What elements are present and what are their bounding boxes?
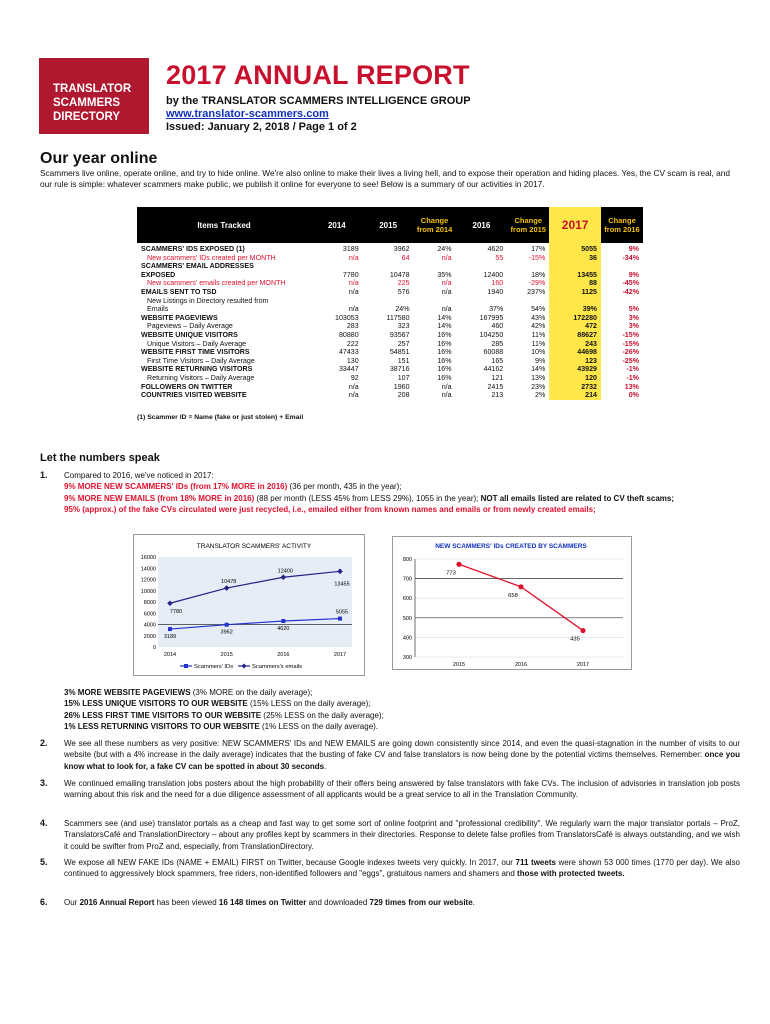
table-cell (363, 262, 414, 271)
row-label: First Time Visitors – Daily Average (147, 356, 255, 365)
intro-paragraph: Scammers live online, operate online, and try to hide online. We're also online to make their lives a living hell, and to expose their operation and hiding places. Yes, the CV scam is real, and our rule is simple: whatever scammers make public, we publish it online for everyone to see! Below is a summary of our activities in 2017. (40, 168, 731, 189)
chart2-y-tick-label: 600 (402, 596, 412, 603)
table-cell: 12400 (483, 270, 504, 279)
row-label: WEBSITE RETURNING VISITORS (141, 365, 253, 374)
table-cell: 43% (531, 313, 546, 322)
p1-line1-rest: (36 per month, 435 in the year); (287, 482, 402, 492)
table-cell: 44162 (483, 365, 504, 374)
table-cell (549, 297, 601, 306)
table-cell: 1125 (549, 288, 601, 297)
item-number-2: 2. (40, 738, 48, 748)
table-cell: 222 (346, 339, 359, 348)
chart1-y-tick-label: 2000 (143, 633, 156, 640)
row-label: WEBSITE FIRST TIME VISITORS (141, 348, 250, 357)
table-cell: 4620 (487, 245, 504, 253)
table-cell: 16% (437, 356, 452, 365)
table-row (137, 305, 643, 314)
p1-line2-bold: NOT all emails listed are related to CV theft scams; (480, 493, 675, 503)
paragraph-2 (64, 738, 740, 772)
table-footnote: (1) Scammer ID = Name (fake or just stolen) + Email (137, 414, 304, 421)
table-cell: 39% (549, 305, 601, 314)
col-2016: 2016 (456, 207, 508, 243)
p6-d: 16 148 times on Twitter (218, 898, 307, 907)
paragraph-5 (64, 857, 740, 880)
chart-activity-svg (134, 535, 364, 675)
table-header-row (137, 207, 643, 243)
summary-1-rest: (3% MORE on the daily average); (190, 688, 313, 697)
table-cell: 23% (531, 382, 546, 391)
summary-line-2 (64, 698, 740, 709)
table-cell: 37% (489, 305, 504, 314)
chart1-point-ids (225, 623, 229, 627)
table-cell: n/a (441, 305, 452, 314)
p6-b: 2016 Annual Report (79, 898, 155, 907)
logo-line-2: SCAMMERS (53, 97, 121, 109)
chart1-y-tick-label: 12000 (140, 577, 156, 584)
row-label: New scammers' IDs created per MONTH (147, 253, 276, 262)
table-cell: 14% (437, 313, 452, 322)
table-cell: 14% (437, 322, 452, 331)
table-cell (507, 297, 549, 306)
chart-new-ids (392, 536, 632, 670)
table-row (137, 391, 643, 400)
table-cell: 121 (491, 373, 504, 382)
table-cell: 13% (624, 382, 639, 391)
col-change-2015: Change from 2015 (507, 207, 549, 243)
p1-intro: Compared to 2016, we've noticed in 2017: (64, 471, 214, 480)
table-cell: 16% (437, 365, 452, 374)
table-cell: 43929 (549, 365, 601, 374)
summary-line-4 (64, 721, 740, 732)
table-cell: n/a (348, 305, 359, 314)
row-label: Pageviews – Daily Average (147, 322, 233, 331)
stats-summary (64, 687, 740, 732)
section-title-numbers: Let the numbers speak (40, 452, 160, 464)
table-cell: n/a (441, 391, 452, 400)
chart1-title: TRANSLATOR SCAMMERS' ACTIVITY (196, 543, 312, 550)
table-row (137, 254, 643, 263)
item-number-4: 4. (40, 818, 48, 828)
table-row (137, 297, 643, 306)
chart1-x-tick-label: 2017 (333, 652, 347, 658)
table-cell: 472 (549, 322, 601, 331)
table-cell (507, 262, 549, 271)
table-cell: -15% (622, 330, 639, 339)
chart-new-ids-svg (393, 537, 631, 669)
table-cell: 243 (549, 340, 601, 349)
table-cell: -45% (622, 279, 639, 288)
table-cell: n/a (348, 287, 359, 296)
p5-text-c: were shown 53 000 times (1770 per day). We also continued to aggressively block spammers, free riders, non-identified followers and "eggs", gratuitous namers and shamers and (64, 858, 740, 879)
chart2-y-tick-label: 500 (402, 615, 412, 622)
chart1-legend-marker-emails (242, 664, 247, 669)
table-cell: 0% (628, 391, 639, 400)
table-row (137, 374, 643, 383)
col-2017: 2017 (549, 207, 601, 243)
chart2-point (580, 628, 585, 633)
chart2-point (456, 562, 461, 567)
summary-3-bold: 26% LESS FIRST TIME VISITORS TO OUR WEBSITE (64, 710, 262, 720)
chart2-y-tick-label: 800 (402, 557, 412, 563)
table-cell: -15% (528, 253, 546, 262)
website-link[interactable]: www.translator-scammers.com (166, 108, 329, 120)
table-cell: n/a (441, 279, 452, 288)
chart1-y-tick-label: 6000 (143, 611, 156, 618)
table-cell: 3189 (342, 245, 359, 253)
table-cell (601, 262, 643, 271)
chart2-point (518, 584, 523, 589)
chart2-data-label: 658 (508, 592, 518, 599)
table-cell: 214 (549, 391, 601, 400)
item-number-1: 1. (40, 470, 48, 480)
chart1-legend-marker-ids (184, 664, 188, 668)
chart1-point-ids (338, 617, 342, 621)
chart1-x-tick-label: 2016 (277, 652, 290, 658)
table-cell (601, 297, 643, 306)
table-cell: 237% (527, 287, 546, 296)
table-cell: 55 (495, 253, 504, 262)
table-cell: 3962 (393, 245, 410, 253)
table-cell: 42% (531, 322, 546, 331)
row-label: Returning Visitors – Daily Average (147, 373, 255, 382)
table-cell: 1960 (393, 382, 410, 391)
table-cell (311, 297, 363, 306)
table-cell: 172280 (549, 314, 601, 323)
table-cell: 9% (535, 356, 546, 365)
table-cell: 7780 (342, 270, 359, 279)
table-row (137, 243, 643, 254)
table-cell: n/a (441, 287, 452, 296)
table-cell: 5055 (549, 243, 601, 254)
table-cell: 54% (531, 305, 546, 314)
table-cell: 44698 (549, 348, 601, 357)
report-title: 2017 ANNUAL REPORT (166, 60, 470, 90)
row-label: New scammers' emails created per MONTH (147, 279, 286, 288)
table-cell: 93567 (389, 330, 410, 339)
chart1-point-ids (168, 627, 172, 631)
table-row (137, 262, 643, 271)
table-cell (456, 297, 508, 306)
chart1-data-label: 12400 (277, 568, 293, 575)
item-number-3: 3. (40, 778, 48, 788)
table-cell: 2732 (549, 383, 601, 392)
table-row (137, 322, 643, 331)
chart1-plot-area (158, 557, 352, 647)
table-cell (414, 262, 456, 271)
table-cell (414, 297, 456, 306)
summary-line-1 (64, 687, 740, 698)
p1-line2-red: 9% MORE NEW EMAILS (from 18% MORE in 2016) (64, 493, 255, 503)
chart2-x-tick-label: 2015 (452, 662, 466, 668)
summary-2-bold: 15% LESS UNIQUE VISITORS TO OUR WEBSITE (64, 699, 248, 709)
chart2-data-label: 435 (570, 636, 580, 643)
p6-a: Our (64, 898, 80, 907)
table-cell: 14% (531, 365, 546, 374)
row-label: EXPOSED (141, 270, 176, 279)
table-cell: -29% (528, 279, 546, 288)
table-cell: 9% (628, 270, 639, 279)
chart2-x-tick-label: 2017 (576, 662, 590, 668)
col-change-2016: Change from 2016 (601, 207, 643, 243)
chart2-data-label: 773 (446, 570, 456, 577)
chart1-x-tick-label: 2014 (163, 652, 177, 658)
chart2-x-tick-label: 2016 (514, 662, 528, 668)
table-cell: 60088 (483, 348, 504, 357)
chart2-y-tick-label: 400 (402, 635, 412, 642)
chart1-y-tick-label: 0 (152, 645, 156, 651)
row-label: New Listings in Directory resulted from (147, 296, 269, 305)
chart1-legend-ids: Scammers' IDs (194, 664, 234, 670)
table-cell: 2% (535, 391, 546, 400)
table-row (137, 340, 643, 349)
table-row (137, 357, 643, 366)
chart2-y-tick-label: 300 (402, 655, 412, 661)
table-cell: n/a (348, 382, 359, 391)
p1-line1-red: 9% MORE NEW SCAMMERS' IDs (from 17% MORE in 2016) (64, 482, 288, 492)
table-cell: 18% (531, 270, 546, 279)
table-cell: -26% (622, 348, 639, 357)
p1-line2-mid: (88 per month (LESS 45% from LESS 29%), 1055 in the year); (254, 493, 481, 503)
p1-line3-red: 95% (approx.) of the fake CVs circulated were just recycled, i.e., emailed either from known names and emails or from newly created emails; (64, 504, 596, 514)
table-cell: n/a (441, 253, 452, 262)
paragraph-1 (64, 470, 740, 515)
chart1-data-label: 13455 (334, 581, 350, 588)
table-cell (363, 297, 414, 306)
table-cell: -1% (626, 373, 639, 382)
p5-bold-tweets: 711 tweets (515, 858, 556, 867)
stats-table (137, 207, 643, 400)
chart1-data-label: 7780 (169, 609, 183, 616)
table-row (137, 314, 643, 323)
table-cell: 5% (628, 305, 639, 314)
table-row (137, 279, 643, 288)
table-cell: -25% (622, 356, 639, 365)
table-cell (311, 262, 363, 271)
table-cell: 283 (346, 322, 359, 331)
chart2-title: NEW SCAMMERS' IDs CREATED BY SCAMMERS (435, 543, 587, 550)
table-cell: n/a (348, 253, 359, 262)
table-cell: 16% (437, 330, 452, 339)
chart1-data-label: 4620 (277, 626, 290, 633)
chart1-x-tick-label: 2015 (220, 652, 233, 658)
table-row (137, 348, 643, 357)
row-label: Unique Visitors – Daily Average (147, 339, 247, 348)
table-cell: 3% (628, 322, 639, 331)
table-cell: 36 (549, 254, 601, 263)
row-label: SCAMMERS' IDS EXPOSED (1) (141, 245, 245, 253)
chart2-y-tick-label: 700 (402, 576, 412, 583)
table-cell: n/a (348, 279, 359, 288)
table-cell: 257 (397, 339, 410, 348)
p5-bold-protected: those with protected tweets. (517, 869, 625, 879)
summary-2-rest: (15% LESS on the daily average); (247, 699, 371, 709)
chart1-y-tick-label: 4000 (143, 622, 156, 629)
p6-c: has been viewed (154, 898, 219, 907)
table-cell: 38716 (389, 365, 410, 374)
table-cell (456, 262, 508, 271)
table-cell: 16% (437, 339, 452, 348)
table-row (137, 288, 643, 297)
table-cell: 9% (628, 245, 639, 253)
chart1-data-label: 10478 (221, 579, 237, 586)
table-cell: 16% (437, 348, 452, 357)
summary-4-rest: (1% LESS on the daily average). (259, 721, 379, 731)
table-cell: 576 (397, 287, 410, 296)
section-title-year-online: Our year online (40, 150, 158, 167)
col-items-tracked: Items Tracked (137, 207, 311, 243)
table-cell: 165 (491, 356, 504, 365)
logo-line-3: DIRECTORY (53, 111, 121, 123)
logo-line-1: TRANSLATOR (53, 83, 132, 95)
byline: by the TRANSLATOR SCAMMERS INTELLIGENCE GROUP (166, 95, 471, 107)
table-cell: n/a (348, 391, 359, 400)
table-cell: 10% (531, 348, 546, 357)
summary-line-3 (64, 710, 740, 721)
table-cell: 64 (401, 253, 410, 262)
table-cell: 80880 (338, 330, 359, 339)
p6-g: . (472, 898, 475, 907)
chart1-legend-emails: Scammers's emails (252, 664, 303, 670)
table-cell: 13455 (549, 271, 601, 280)
table-cell: 225 (397, 279, 410, 288)
chart1-data-label: 5055 (335, 609, 349, 616)
table-row (137, 331, 643, 340)
table-cell: 35% (437, 270, 452, 279)
table-cell: 16% (437, 373, 452, 382)
table-cell: 107 (397, 373, 410, 382)
table-cell: 123 (549, 357, 601, 366)
table-cell: 167995 (479, 313, 504, 322)
table-cell: 130 (346, 356, 359, 365)
table-cell: 11% (531, 330, 546, 339)
summary-3-rest: (25% LESS on the daily average); (261, 710, 384, 720)
paragraph-3: We continued emailing translation jobs posters about the high probability of their offers being answered by false translators with fake CVs. The inclusion of advisories in translation job posts warning about this risk and the need for a due diligence assessment of all applicants would be a great service to all in the Translation Community. (64, 779, 740, 800)
table-cell: 213 (491, 391, 504, 400)
chart1-y-tick-label: 10000 (140, 588, 156, 595)
table-cell: 1940 (487, 287, 504, 296)
table-cell: 47433 (338, 348, 359, 357)
table-row (137, 271, 643, 280)
row-label: SCAMMERS' EMAIL ADDRESSES (141, 262, 254, 271)
table-cell: 285 (491, 339, 504, 348)
table-cell: n/a (441, 382, 452, 391)
chart1-data-label: 3189 (163, 634, 177, 641)
row-label: WEBSITE PAGEVIEWS (141, 313, 218, 322)
p5-text-a: We expose all NEW FAKE IDs (NAME + EMAIL) FIRST on Twitter, because Google indexes tweets very quickly. In 2017, our (64, 858, 516, 867)
table-cell: 117580 (386, 313, 410, 322)
row-label: Emails (147, 305, 169, 314)
table-cell: 10478 (389, 270, 410, 279)
paragraph-6 (64, 897, 740, 908)
table-cell: 208 (397, 391, 410, 400)
table-cell: 460 (491, 322, 504, 331)
p6-e: and downloaded (306, 898, 370, 907)
chart-activity (133, 534, 365, 676)
p2-end: . (324, 761, 327, 771)
chart1-y-tick-label: 8000 (143, 600, 156, 606)
table-cell: 17% (531, 245, 546, 253)
issued-date: Issued: January 2, 2018 / Page 1 of 2 (166, 121, 357, 133)
item-number-5: 5. (40, 857, 48, 867)
table-cell: 160 (491, 279, 504, 288)
row-label: COUNTRIES VISITED WEBSITE (141, 391, 247, 400)
table-row (137, 365, 643, 374)
p2-text: We see all these numbers as very positive: NEW SCAMMERS' IDs and NEW EMAILS are going down consistently since 2014, and even the quasi-stagnation in the number of visits to our website (but with a 4% increase in the daily average) indicates that the busting of fake CV and false translators is now being done by the potential victims themselves. Remember: (64, 739, 740, 760)
table-cell: 88627 (549, 331, 601, 340)
item-number-6: 6. (40, 897, 48, 907)
paragraph-4: Scammers see (and use) translator portals as a cheap and fast way to get some sort of online footprint and "professional credibility". We regularly warn the major translator portals – ProZ, TranslatorsCafé and TranslationDirectory – about any profiles kept by scammers in their directories. Response to delete false profiles from TranslatorsCafé is always outstanding, and we wish it could be swifter from ProZ and, especially, from TranslationDirectory. (64, 819, 740, 851)
table-cell: 33447 (338, 365, 359, 374)
row-label: FOLLOWERS ON TWITTER (141, 382, 233, 391)
table-cell: 24% (395, 305, 410, 314)
table-cell: 120 (549, 374, 601, 383)
col-2014: 2014 (311, 207, 363, 243)
table-cell: 323 (397, 322, 410, 331)
col-2015: 2015 (363, 207, 414, 243)
col-change-2014: Change from 2014 (414, 207, 456, 243)
summary-1-bold: 3% MORE WEBSITE PAGEVIEWS (64, 688, 191, 697)
chart1-data-label: 3962 (220, 629, 233, 636)
p6-f: 729 times from our website (369, 898, 473, 907)
table-cell: 92 (350, 373, 359, 382)
chart1-y-tick-label: 16000 (140, 555, 156, 561)
table-cell: 54851 (389, 348, 410, 357)
table-cell: 3% (628, 313, 639, 322)
table-cell: 88 (549, 279, 601, 288)
row-label: WEBSITE UNIQUE VISITORS (141, 330, 238, 339)
table-cell (549, 262, 601, 271)
chart1-y-tick-label: 14000 (140, 566, 156, 573)
chart2-series-line (459, 564, 583, 630)
table-cell: 2415 (487, 382, 504, 391)
logo (39, 58, 149, 134)
table-cell: 11% (531, 339, 546, 348)
table-cell: 24% (437, 245, 452, 253)
row-label: EMAILS SENT TO TSD (141, 287, 217, 296)
p2-bold: once you know what to look for, a fake CV can be spotted in about 30 seconds (64, 750, 740, 771)
table-cell: 151 (397, 356, 410, 365)
table-cell: 104250 (479, 330, 504, 339)
table-cell: -1% (626, 365, 639, 374)
summary-4-bold: 1% LESS RETURNING VISITORS TO OUR WEBSITE (64, 721, 260, 731)
table-cell: -15% (622, 339, 639, 348)
table-cell: 103053 (335, 313, 359, 322)
table-cell: -34% (622, 253, 639, 262)
table-row (137, 383, 643, 392)
table-cell: 13% (531, 373, 546, 382)
chart1-point-ids (281, 619, 285, 623)
table-cell: -42% (622, 287, 639, 296)
